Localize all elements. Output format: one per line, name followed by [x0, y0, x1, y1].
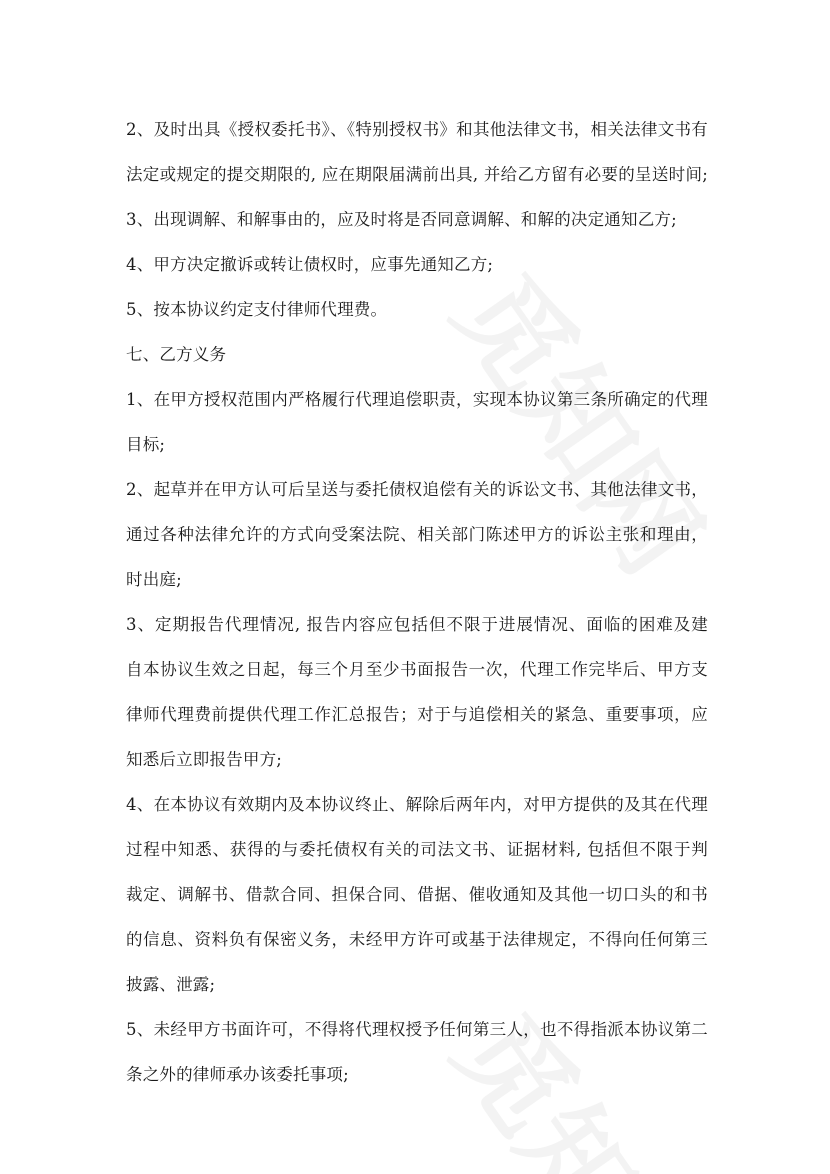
- paragraph-line: 5、按本协议约定支付律师代理费。: [126, 300, 388, 319]
- paragraph-line: 知悉后立即报告甲方;: [126, 750, 283, 769]
- paragraph-line: 2、及时出具《授权委托书》、《特别授权书》和其他法律文书，相关法律文书有: [126, 120, 708, 139]
- paragraph-line: 3、出现调解、和解事由的，应及时将是否同意调解、和解的决定通知乙方;: [126, 210, 677, 229]
- document-body: [126, 107, 708, 1097]
- paragraph-line: 裁定、调解书、借款合同、担保合同、借据、催收通知及其他一切口头的和书: [126, 885, 708, 904]
- paragraph-line: 法定或规定的提交期限的, 应在期限届满前出具, 并给乙方留有必要的呈送时间;: [126, 165, 708, 184]
- paragraph-line: 2、起草并在甲方认可后呈送与委托债权追偿有关的诉讼文书、其他法律文书，: [126, 480, 708, 499]
- paragraph-line: 时出庭;: [126, 570, 182, 589]
- paragraph-line: 过程中知悉、获得的与委托债权有关的司法文书、证据材料, 包括但不限于判: [126, 840, 708, 859]
- paragraph-line: 目标;: [126, 435, 166, 454]
- paragraph-line: 5、未经甲方书面许可，不得将代理权授予任何第三人，也不得指派本协议第二: [126, 1020, 708, 1039]
- paragraph-line: 律师代理费前提供代理工作汇总报告；对于与追偿相关的紧急、重要事项，应: [126, 705, 708, 724]
- paragraph-line: 4、甲方决定撤诉或转让债权时，应事先通知乙方;: [126, 255, 494, 274]
- paragraph-line: 条之外的律师承办该委托事项;: [126, 1065, 349, 1084]
- section-heading: 七、乙方义务: [126, 345, 227, 364]
- paragraph-line: 1、在甲方授权范围内严格履行代理追偿职责，实现本协议第三条所确定的代理: [126, 390, 708, 409]
- paragraph-line: 的信息、资料负有保密义务，未经甲方许可或基于法律规定，不得向任何第三: [126, 930, 708, 949]
- paragraph-line: 披露、泄露;: [126, 975, 216, 994]
- paragraph-line: 通过各种法律允许的方式向受案法院、相关部门陈述甲方的诉讼主张和理由，: [126, 525, 708, 544]
- paragraph-line: 自本协议生效之日起，每三个月至少书面报告一次，代理工作完毕后、甲方支: [126, 660, 708, 679]
- paragraph-line: 3、定期报告代理情况, 报告内容应包括但不限于进展情况、面临的困难及建: [126, 615, 708, 634]
- paragraph-line: 4、在本协议有效期内及本协议终止、解除后两年内，对甲方提供的及其在代理: [126, 795, 708, 814]
